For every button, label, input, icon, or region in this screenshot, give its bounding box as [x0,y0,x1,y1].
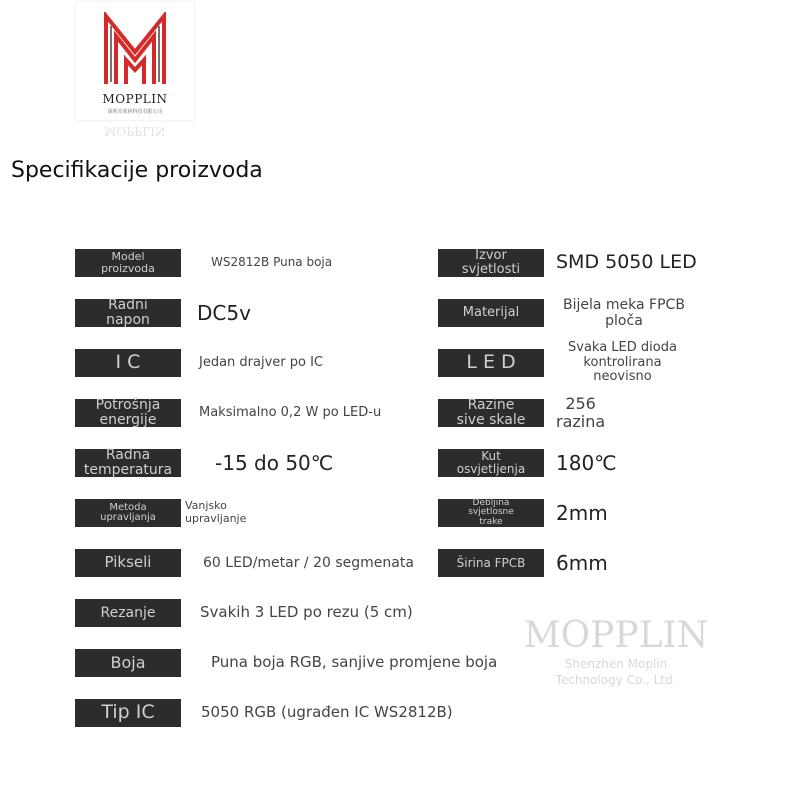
spec-label: Radna temperatura [75,449,181,477]
spec-label: Rezanje [75,599,181,627]
watermark [516,616,716,688]
page-title: Specifikacije proizvoda [11,158,263,183]
spec-value: 180℃ [556,450,617,475]
spec-label: Metoda upravljanja [75,499,181,527]
watermark-line1: Shenzhen Moplin [564,657,668,671]
spec-label: I C [75,349,181,377]
logo-reflection: MOPPLIN [104,124,166,138]
watermark-name: MOPPLIN [523,615,709,656]
spec-value: Vanjsko upravljanje [185,499,247,525]
spec-label: Kut osvjetljenja [438,449,544,477]
spec-value: SMD 5050 LED [556,251,697,274]
mopplin-logo-icon [102,12,168,88]
spec-label: Materijal [438,299,544,327]
spec-value: 2mm [556,500,608,525]
spec-value: -15 do 50℃ [215,450,334,475]
spec-label: Model proizvoda [75,249,181,277]
spec-value: Svakih 3 LED po rezu (5 cm) [200,603,413,622]
spec-value: DC5v [197,300,251,325]
spec-value: Puna boja RGB, sanjive promjene boja [211,653,498,672]
spec-value: WS2812B Puna boja [211,255,333,270]
spec-label: Radni napon [75,299,181,327]
spec-label: Razine sive skale [438,399,544,427]
spec-value: Bijela meka FPCB ploča [563,296,685,329]
spec-value: 6mm [556,550,608,575]
spec-label: Potrošnja energije [75,399,181,427]
company-logo [76,2,194,120]
spec-label: Pikseli [75,549,181,577]
spec-value: Jedan drajver po IC [199,354,324,370]
spec-label: Debljina svjetlosne trake [438,499,544,527]
spec-value: 60 LED/metar / 20 segmenata [203,554,414,571]
spec-label: Izvor svjetlosti [438,249,544,277]
spec-label: Širina FPCB [438,549,544,577]
spec-label: Tip IC [75,699,181,727]
watermark-line2: Technology Co., Ltd. [555,673,677,687]
spec-value: Svaka LED dioda kontrolirana neovisno [568,339,677,385]
spec-value: Maksimalno 0,2 W po LED-u [199,404,382,420]
spec-value: 256 razina [556,393,606,431]
spec-label: L E D [438,349,544,377]
spec-label: Boja [75,649,181,677]
spec-value: 5050 RGB (ugrađen IC WS2812B) [201,703,453,722]
logo-subtitle: 深圳市墨林科技有限公司 [107,109,163,115]
logo-name: MOPPLIN [102,92,168,106]
